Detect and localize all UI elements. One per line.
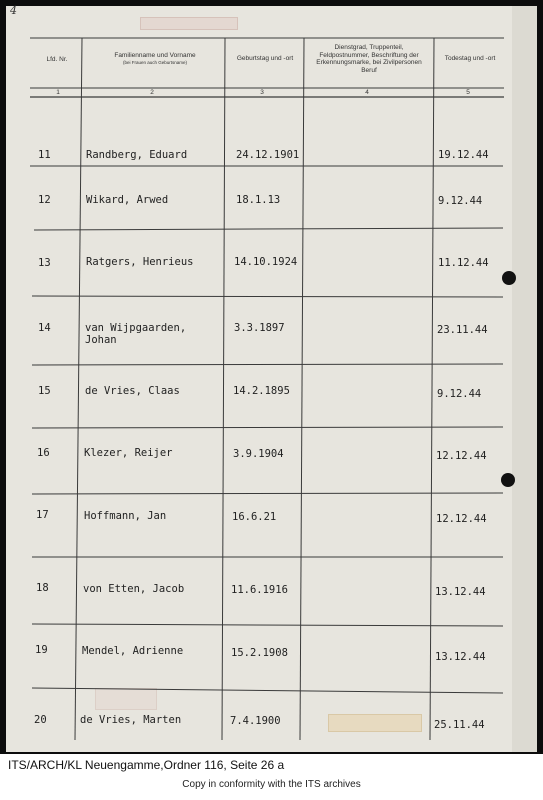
person-name: Mendel, Adrienne [82,645,184,657]
person-name: Randberg, Eduard [86,149,188,161]
header-birth: Geburtstag und -ort [236,55,294,62]
person-name: Wikard, Arwed [86,194,169,206]
row-number: 16 [37,447,50,459]
death-date: 11.12.44 [438,257,489,269]
birth-date: 18.1.13 [236,194,281,206]
footer [0,754,543,800]
row-number: 17 [36,509,49,521]
punch-hole [502,271,516,285]
person-name: Hoffmann, Jan [84,510,167,522]
birth-date: 14.2.1895 [233,385,290,397]
death-date: 19.12.44 [438,149,489,161]
person-name: van Wijpgaarden, [85,322,187,334]
header-rank: Dienstgrad, Truppenteil, Feldpostnummer, Beschriftung der Erkennungsmarke, bei Zivilpersonen Beruf [316,44,422,74]
header-death: Todestag und -ort [444,55,496,62]
row-number: 13 [38,257,51,269]
birth-date: 7.4.1900 [230,715,281,727]
archive-source: ITS/ARCH/KL Neuengamme,Ordner 116, Seite 26 a [8,758,285,772]
birth-date: 14.10.1924 [234,256,298,268]
death-date: 12.12.44 [436,513,487,525]
header-name-sub: (bei Frauen auch Geburtsname) [122,59,188,65]
row-number: 20 [34,714,47,726]
punch-hole [501,473,515,487]
header-lfd-nr: Lfd. Nr. [46,56,68,63]
birth-date: 3.3.1897 [234,322,285,334]
death-date: 9.12.44 [437,388,482,400]
row-number: 15 [38,385,51,397]
column-number: 5 [466,89,470,96]
column-number: 1 [56,89,60,96]
death-date: 9.12.44 [438,195,483,207]
person-name: Klezer, Reijer [84,447,173,459]
birth-date: 16.6.21 [232,511,277,523]
header-name [90,52,220,65]
column-number: 2 [150,89,154,96]
row-number: 19 [35,644,48,656]
death-date: 13.12.44 [435,586,486,598]
copy-note: Copy in conformity with the ITS archives [182,779,361,790]
person-name: Ratgers, Henrieus [86,256,194,268]
birth-date: 3.9.1904 [233,448,284,460]
person-name: von Etten, Jacob [83,583,185,595]
header-name-main: Familienname und Vorname [114,52,196,59]
row-number: 11 [38,149,51,161]
death-date: 23.11.44 [437,324,488,336]
birth-date: 11.6.1916 [231,584,288,596]
column-number: 3 [260,89,264,96]
person-name: de Vries, Marten [80,714,182,726]
row-number: 12 [38,194,51,206]
death-date: 25.11.44 [434,719,485,731]
row-number: 14 [38,322,51,334]
birth-date: 15.2.1908 [231,647,288,659]
page-number: 4 [10,4,17,17]
person-name: de Vries, Claas [85,385,180,397]
column-number: 4 [365,89,369,96]
birth-date: 24.12.1901 [236,149,300,161]
row-number: 18 [36,582,49,594]
death-date: 12.12.44 [436,450,487,462]
person-name-line2: Johan [85,334,117,346]
death-date: 13.12.44 [435,651,486,663]
